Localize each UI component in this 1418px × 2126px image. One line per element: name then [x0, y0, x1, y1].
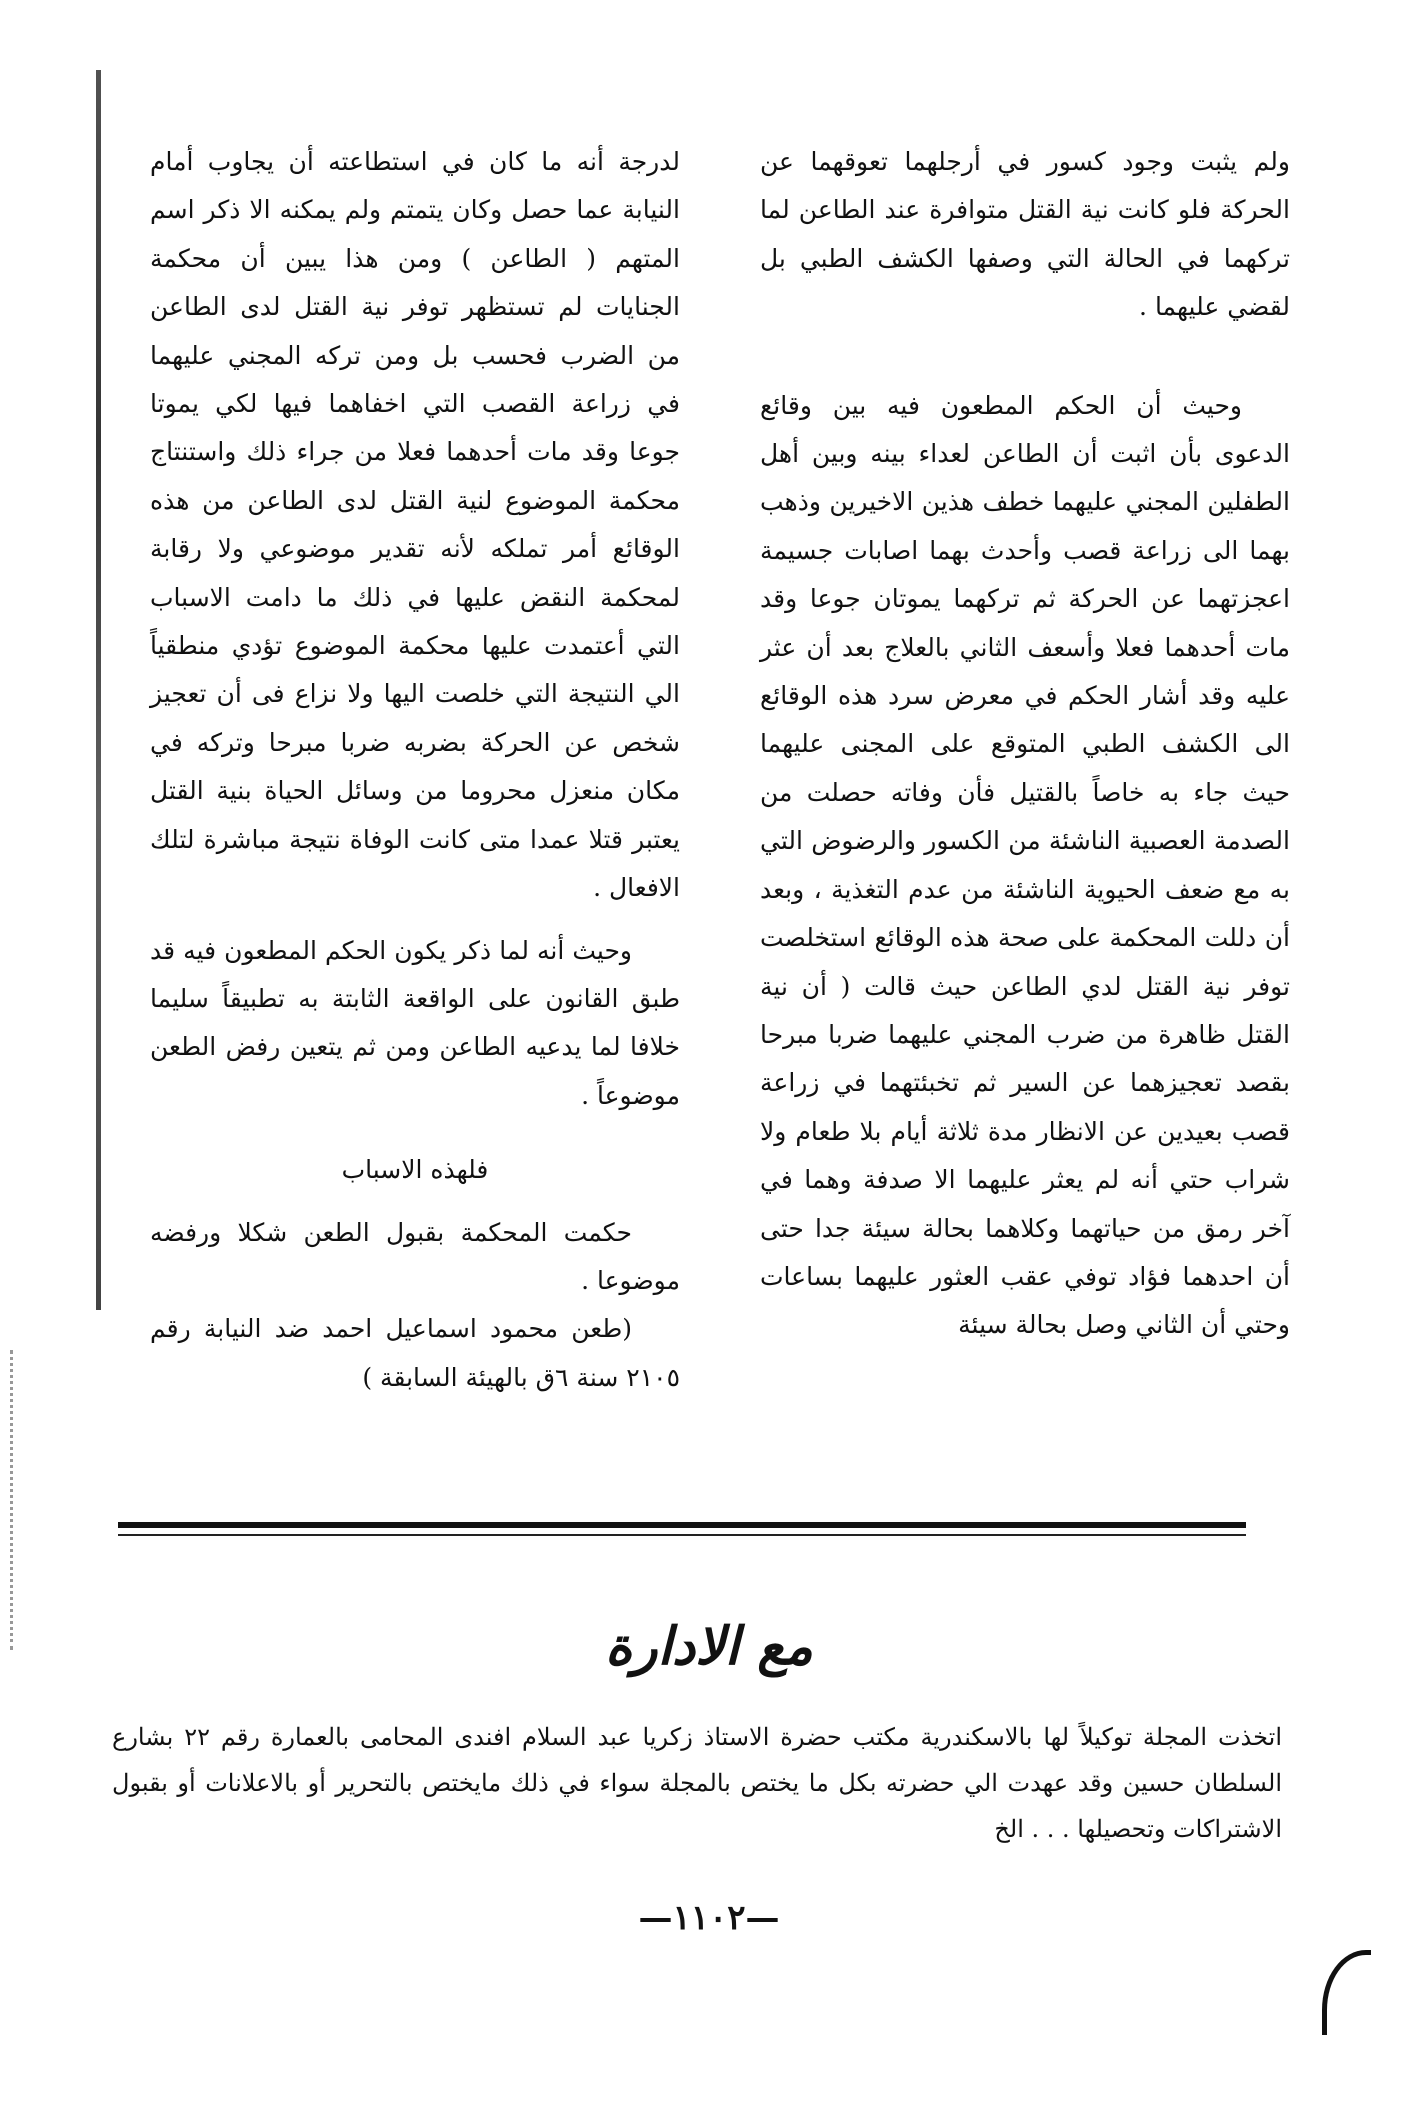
left-column [150, 138, 680, 1402]
section-divider-thin [118, 1534, 1246, 1536]
section-title: مع الادارة [605, 1616, 813, 1677]
paragraph: لدرجة أنه ما كان في استطاعته أن يجاوب أمام النيابة عما حصل وكان يتمتم ولم يمكنه الا ذكر اسم المتهم ( الطاعن ) ومن هذا يبين أن محكمة الجنايات لم تستظهر توفر نية القتل لدى الطاعن من الضرب فحسب بل ومن تركه المجني عليهما في زراعة القصب التي اخفاهما فيها لكي يموتا جوعا وقد مات أحدهما فعلا من جراء ذلك واستنتاج محكمة الموضوع لنية القتل لدى الطاعن من هذه الوقائع أمر تملكه لأنه تقدير موضوعي ولا رقابة لمحكمة النقض عليها في ذلك ما دامت الاسباب التي أعتمدت عليها محكمة الموضوع تؤدي منطقياً الي النتيجة التي خلصت اليها ولا نزاع فى أن تعجيز شخص عن الحركة بضربه ضربا مبرحا وتركه في مكان منعزل محروما من وسائل الحياة بنية القتل يعتبر قتلا عمدا متى كانت الوفاة نتيجة مباشرة لتلك الافعال . [150, 147, 680, 903]
scan-edge-marks [10, 1350, 16, 1650]
page-number: —١١٠٢— [638, 1898, 780, 1938]
ruling-heading: فلهذه الاسباب [341, 1155, 489, 1185]
case-reference: (طعن محمود اسماعيل احمد ضد النيابة رقم ٢١٠٥ سنة ٦ق بالهيئة السابقة ) [150, 1314, 680, 1392]
paragraph: وحيث أن الحكم المطعون فيه بين وقائع الدعوى بأن اثبت أن الطاعن لعداء بينه وبين أهل الطفلين المجني عليهما خطف هذين الاخيرين وذهب بهما الى زراعة قصب وأحدث بهما اصابات جسيمة اعجزتهما عن الحركة ثم تركهما يموتان جوعا وقد مات أحدهما فعلا وأسعف الثاني بالعلاج بعد أن عثر عليه وقد أشار الحكم في معرض سرد هذه الوقائع الى الكشف الطبي المتوقع على المجنى عليهما حيث جاء به خاصاً بالقتيل فأن وفاته حصلت من الصدمة العصبية الناشئة من الكسور والرضوض التي به مع ضعف الحيوية الناشئة من عدم التغذية ، وبعد أن دللت المحكمة على صحة هذه الوقائع استخلصت توفر نية القتل لدي الطاعن حيث قالت ( أن نية القتل ظاهرة من ضرب المجني عليهما ضربا مبرحا بقصد تعجيزهما عن السير ثم تخبئتهما في زراعة قصب بعيدين عن الانظار مدة ثلاثة أيام بلا طعام ولا شراب حتي أنه لم يعثر عليهما الا صدفة وهما في آخر رمق من حياتهما وكلاهما بحالة سيئة جدا حتى أن احدهما فؤاد توفي عقب العثور عليهما بساعات وحتي أن الثاني وصل بحالة سيئة [760, 390, 1290, 1340]
handwritten-mark [1322, 1950, 1371, 2035]
binding-edge [96, 70, 101, 1310]
administration-notice: اتخذت المجلة توكيلاً لها بالاسكندرية مكتب حضرة الاستاذ زكريا عبد السلام افندى المحامى بالعمارة رقم ٢٢ بشارع السلطان حسين وقد عهدت الي حضرته بكل ما يختص بالمجلة سواء في ذلك مايختص بالتحرير أو بالاعلانات أو بقبول الاشتراكات وتحصيلها . . . الخ [112, 1723, 1282, 1843]
paragraph: وحيث أنه لما ذكر يكون الحكم المطعون فيه قد طبق القانون على الواقعة الثابتة به تطبيقاً سليما خلافا لما يدعيه الطاعن ومن ثم يتعين رفض الطعن موضوعاً . [150, 935, 680, 1110]
ruling-text: حكمت المحكمة بقبول الطعن شكلا ورفضه موضوعا . [150, 1217, 680, 1295]
paragraph: ولم يثبت وجود كسور في أرجلهما تعوقهما عن الحركة فلو كانت نية القتل متوافرة عند الطاعن لما تركهما في الحالة التي وصفها الكشف الطبي بل لقضي عليهما . [760, 147, 1290, 322]
right-column [760, 138, 1290, 1350]
section-divider [118, 1522, 1246, 1528]
two-column-body [150, 138, 1290, 1498]
